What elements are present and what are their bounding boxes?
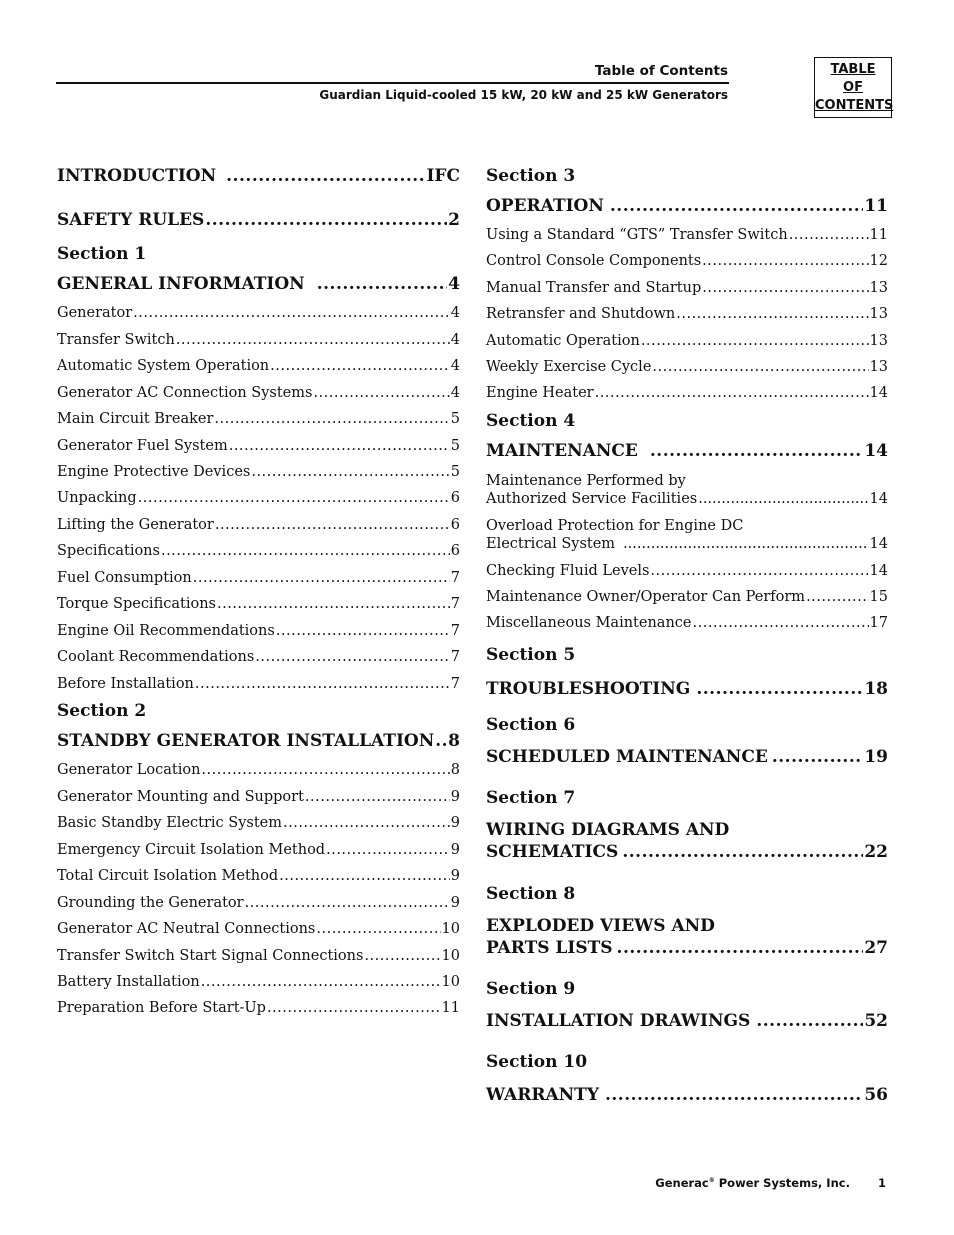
dot-leader xyxy=(623,536,868,552)
entry-label: Engine Protective Devices xyxy=(57,464,251,480)
entry-label: TROUBLESHOOTING xyxy=(486,679,691,699)
entry-page: 10 xyxy=(441,948,460,964)
dot-leader xyxy=(806,589,868,605)
entry-page: 18 xyxy=(864,679,888,699)
entry-page: 27 xyxy=(864,938,888,958)
dot-leader xyxy=(251,464,449,480)
toc-entry[interactable] xyxy=(486,333,888,349)
dot-leader xyxy=(255,649,449,665)
entry-page: 13 xyxy=(869,306,888,322)
toc-entry-warranty[interactable] xyxy=(486,1085,888,1105)
toc-entry-maintenance[interactable] xyxy=(486,441,888,461)
entry-page: 6 xyxy=(450,543,460,559)
entry-page: 7 xyxy=(450,649,460,665)
entry-page: 14 xyxy=(869,385,888,401)
entry-label-line-2: PARTS LISTS xyxy=(486,938,613,958)
entry-page: 4 xyxy=(448,274,460,294)
entry-line-2 xyxy=(486,842,888,862)
entry-page: 8 xyxy=(450,762,460,778)
entry-page: 11 xyxy=(864,196,888,216)
entry-page: 9 xyxy=(450,789,460,805)
entry-label: Automatic Operation xyxy=(486,333,640,349)
toc-entry[interactable] xyxy=(486,385,888,401)
dot-leader xyxy=(622,842,863,862)
entry-page: 9 xyxy=(450,868,460,884)
dot-leader xyxy=(313,385,449,401)
entry-page: 5 xyxy=(450,438,460,454)
entry-page: 14 xyxy=(869,563,888,579)
entry-label-line-1: Maintenance Performed by xyxy=(486,473,686,489)
section-4-label: Section 4 xyxy=(486,411,576,431)
header-rule xyxy=(56,82,729,84)
toc-entry[interactable] xyxy=(57,517,460,533)
footer-company-suffix: Power Systems, Inc. xyxy=(714,1176,850,1190)
dot-leader xyxy=(316,921,440,937)
entry-line-2 xyxy=(486,536,888,552)
entry-label: Before Installation xyxy=(57,676,194,692)
entry-label: Control Console Components xyxy=(486,253,702,269)
toc-entry[interactable] xyxy=(57,842,460,858)
entry-label: Battery Installation xyxy=(57,974,200,990)
toc-tab-line-2: OF xyxy=(843,80,863,95)
dot-leader xyxy=(279,868,450,884)
entry-page: 52 xyxy=(864,1011,888,1031)
entry-page: 11 xyxy=(869,227,888,243)
entry-label: Checking Fluid Levels xyxy=(486,563,650,579)
section-10-label: Section 10 xyxy=(486,1052,588,1072)
toc-entry[interactable] xyxy=(486,563,888,579)
entry-label: Main Circuit Breaker xyxy=(57,411,214,427)
toc-entry[interactable] xyxy=(57,332,460,348)
entry-label-line-1: Overload Protection for Engine DC xyxy=(486,518,744,534)
toc-entry-general-information[interactable] xyxy=(57,274,460,294)
dot-leader xyxy=(702,253,868,269)
dot-leader xyxy=(326,842,450,858)
table-of-contents-tab xyxy=(814,57,892,118)
dot-leader xyxy=(138,490,450,506)
entry-label-line-2: Authorized Service Facilities xyxy=(486,491,698,507)
toc-entry[interactable] xyxy=(486,359,888,375)
entry-page: 14 xyxy=(869,536,888,552)
entry-label: Weekly Exercise Cycle xyxy=(486,359,652,375)
dot-leader xyxy=(772,747,864,767)
toc-entry[interactable] xyxy=(57,543,460,559)
toc-entry[interactable] xyxy=(57,464,460,480)
toc-entry-safety-rules[interactable] xyxy=(57,210,460,230)
entry-page: 7 xyxy=(450,596,460,612)
entry-page: 15 xyxy=(869,589,888,605)
entry-label: Maintenance Owner/Operator Can Perform xyxy=(486,589,806,605)
dot-leader xyxy=(217,596,450,612)
entry-label: Basic Standby Electric System xyxy=(57,815,282,831)
entry-page: 5 xyxy=(450,464,460,480)
entry-page: 9 xyxy=(450,842,460,858)
section-2-label: Section 2 xyxy=(57,701,147,721)
toc-entry[interactable] xyxy=(57,649,460,665)
entry-label: Torque Specifications xyxy=(57,596,216,612)
entry-label: Preparation Before Start-Up xyxy=(57,1000,266,1016)
entry-page: 7 xyxy=(450,676,460,692)
toc-entry[interactable] xyxy=(57,570,460,586)
entry-label-line-2: Electrical System xyxy=(486,536,616,552)
dot-leader xyxy=(214,411,449,427)
dot-leader xyxy=(652,359,868,375)
dot-leader xyxy=(193,570,450,586)
dot-leader xyxy=(641,333,869,349)
toc-entry-scheduled-maintenance[interactable] xyxy=(486,747,888,767)
entry-page: 12 xyxy=(869,253,888,269)
toc-entry-operation[interactable] xyxy=(486,196,888,216)
entry-label: Transfer Switch xyxy=(57,332,175,348)
dot-leader xyxy=(283,815,450,831)
entry-page: 14 xyxy=(864,441,888,461)
registered-mark: ® xyxy=(708,1177,715,1185)
toc-entry[interactable] xyxy=(57,358,460,374)
toc-entry[interactable] xyxy=(486,306,888,322)
dot-leader xyxy=(245,895,450,911)
entry-page: 7 xyxy=(450,623,460,639)
entry-label: INTRODUCTION xyxy=(57,166,217,186)
entry-label: Automatic System Operation xyxy=(57,358,270,374)
dot-leader xyxy=(789,227,869,243)
toc-entry[interactable] xyxy=(57,762,460,778)
dot-leader xyxy=(610,196,863,216)
entry-label: Transfer Switch Start Signal Connections xyxy=(57,948,364,964)
toc-entry[interactable] xyxy=(57,921,460,937)
toc-entry[interactable] xyxy=(57,868,460,884)
toc-entry-troubleshooting[interactable] xyxy=(486,679,888,699)
toc-entry[interactable] xyxy=(57,305,460,321)
header-title: Table of Contents xyxy=(594,63,728,79)
dot-leader xyxy=(693,615,869,631)
dot-leader xyxy=(133,305,450,321)
toc-entry[interactable] xyxy=(57,623,460,639)
dot-leader xyxy=(276,623,450,639)
entry-label: MAINTENANCE xyxy=(486,441,638,461)
toc-entry[interactable] xyxy=(486,589,888,605)
toc-entry[interactable] xyxy=(57,948,460,964)
dot-leader xyxy=(205,210,447,230)
dot-leader xyxy=(698,491,868,507)
entry-page: 56 xyxy=(864,1085,888,1105)
entry-label-line-1: EXPLODED VIEWS AND xyxy=(486,916,715,936)
dot-leader xyxy=(696,679,863,699)
toc-entry[interactable] xyxy=(57,1000,460,1016)
dot-leader xyxy=(195,676,450,692)
entry-label: Generator AC Connection Systems xyxy=(57,385,313,401)
dot-leader xyxy=(756,1011,863,1031)
toc-entry[interactable] xyxy=(486,615,888,631)
toc-tab-line-1: TABLE xyxy=(830,62,876,77)
entry-label: Generator Fuel System xyxy=(57,438,228,454)
entry-page: 6 xyxy=(450,490,460,506)
entry-label: Lifting the Generator xyxy=(57,517,214,533)
entry-label: SAFETY RULES xyxy=(57,210,205,230)
toc-entry-introduction[interactable] xyxy=(57,166,460,186)
entry-label: Engine Oil Recommendations xyxy=(57,623,275,639)
entry-label: STANDBY GENERATOR INSTALLATION xyxy=(57,731,435,751)
page-number: 1 xyxy=(877,1176,886,1190)
dot-leader xyxy=(215,517,450,533)
footer xyxy=(655,1176,886,1190)
toc-entry-authorized-service[interactable] xyxy=(486,472,888,507)
entry-page: 4 xyxy=(450,332,460,348)
dot-leader xyxy=(176,332,450,348)
toc-entry-installation-drawings[interactable] xyxy=(486,1011,888,1031)
dot-leader xyxy=(617,938,864,958)
dot-leader xyxy=(317,274,447,294)
section-1-label: Section 1 xyxy=(57,244,147,264)
dot-leader xyxy=(305,789,450,805)
toc-entry[interactable] xyxy=(57,438,460,454)
entry-page: 14 xyxy=(869,491,888,507)
header-subtitle: Guardian Liquid-cooled 15 kW, 20 kW and 25 kW Generators xyxy=(319,88,728,102)
entry-page: 22 xyxy=(864,842,888,862)
entry-page: 4 xyxy=(450,358,460,374)
entry-page: 9 xyxy=(450,815,460,831)
entry-label: Unpacking xyxy=(57,490,137,506)
entry-label: Generator Mounting and Support xyxy=(57,789,304,805)
toc-entry[interactable] xyxy=(57,895,460,911)
toc-entry-overload-protection[interactable] xyxy=(486,517,888,552)
entry-label: Coolant Recommendations xyxy=(57,649,255,665)
toc-entry[interactable] xyxy=(57,676,460,692)
entry-page: 5 xyxy=(450,411,460,427)
entry-label: Using a Standard “GTS” Transfer Switch xyxy=(486,227,788,243)
dot-leader xyxy=(161,543,450,559)
entry-label: Emergency Circuit Isolation Method xyxy=(57,842,326,858)
toc-entry[interactable] xyxy=(57,815,460,831)
entry-label: INSTALLATION DRAWINGS xyxy=(486,1011,751,1031)
entry-page: 13 xyxy=(869,359,888,375)
entry-label: Retransfer and Shutdown xyxy=(486,306,676,322)
toc-entry[interactable] xyxy=(57,974,460,990)
entry-page: 4 xyxy=(450,385,460,401)
entry-page: 2 xyxy=(448,210,460,230)
toc-entry[interactable] xyxy=(57,596,460,612)
dot-leader xyxy=(267,1000,441,1016)
entry-label: Generator AC Neutral Connections xyxy=(57,921,316,937)
toc-entry[interactable] xyxy=(57,385,460,401)
toc-entry-wiring-diagrams[interactable] xyxy=(486,820,888,862)
entry-label: Miscellaneous Maintenance xyxy=(486,615,692,631)
toc-entry-standby-generator-installation[interactable] xyxy=(57,731,460,751)
entry-label: SCHEDULED MAINTENANCE xyxy=(486,747,768,767)
entry-label: Generator xyxy=(57,305,133,321)
entry-label-line-2: SCHEMATICS xyxy=(486,842,619,862)
entry-label: GENERAL INFORMATION xyxy=(57,274,305,294)
toc-entry[interactable] xyxy=(57,490,460,506)
entry-page: IFC xyxy=(426,166,460,186)
entry-label: Fuel Consumption xyxy=(57,570,192,586)
section-8-label: Section 8 xyxy=(486,884,576,904)
dot-leader xyxy=(226,166,425,186)
entry-page: 10 xyxy=(441,921,460,937)
entry-page: 11 xyxy=(441,1000,460,1016)
section-9-label: Section 9 xyxy=(486,979,576,999)
entry-label: Engine Heater xyxy=(486,385,594,401)
toc-entry[interactable] xyxy=(486,227,888,243)
entry-page: 4 xyxy=(450,305,460,321)
toc-entry[interactable] xyxy=(486,280,888,296)
dot-leader xyxy=(270,358,450,374)
entry-page: 8 xyxy=(448,731,460,751)
section-5-label: Section 5 xyxy=(486,645,576,665)
entry-label: WARRANTY xyxy=(486,1085,599,1105)
dot-leader xyxy=(676,306,868,322)
entry-page: 17 xyxy=(869,615,888,631)
entry-page: 6 xyxy=(450,517,460,533)
entry-page: 7 xyxy=(450,570,460,586)
entry-line-2 xyxy=(486,491,888,507)
toc-entry[interactable] xyxy=(57,789,460,805)
toc-entry[interactable] xyxy=(486,253,888,269)
entry-label-line-1: WIRING DIAGRAMS AND xyxy=(486,820,730,840)
dot-leader xyxy=(201,762,449,778)
entry-page: 9 xyxy=(450,895,460,911)
section-6-label: Section 6 xyxy=(486,715,576,735)
entry-page: 10 xyxy=(441,974,460,990)
dot-leader xyxy=(595,385,869,401)
dot-leader xyxy=(435,731,447,751)
dot-leader xyxy=(702,280,868,296)
entry-label: OPERATION xyxy=(486,196,604,216)
section-3-label: Section 3 xyxy=(486,166,576,186)
footer-company: Generac xyxy=(655,1176,709,1190)
entry-page: 13 xyxy=(869,333,888,349)
entry-page: 19 xyxy=(864,747,888,767)
dot-leader xyxy=(650,563,868,579)
entry-label: Specifications xyxy=(57,543,160,559)
entry-page: 13 xyxy=(869,280,888,296)
dot-leader xyxy=(229,438,450,454)
toc-entry[interactable] xyxy=(57,411,460,427)
toc-tab-line-3: CONTENTS xyxy=(815,98,894,113)
entry-label: Manual Transfer and Startup xyxy=(486,280,702,296)
dot-leader xyxy=(650,441,863,461)
entry-label: Grounding the Generator xyxy=(57,895,244,911)
dot-leader xyxy=(605,1085,863,1105)
section-7-label: Section 7 xyxy=(486,788,576,808)
entry-label: Generator Location xyxy=(57,762,201,778)
dot-leader xyxy=(201,974,441,990)
entry-label: Total Circuit Isolation Method xyxy=(57,868,279,884)
entry-line-2 xyxy=(486,938,888,958)
dot-leader xyxy=(364,948,440,964)
toc-entry-exploded-views[interactable] xyxy=(486,916,888,958)
